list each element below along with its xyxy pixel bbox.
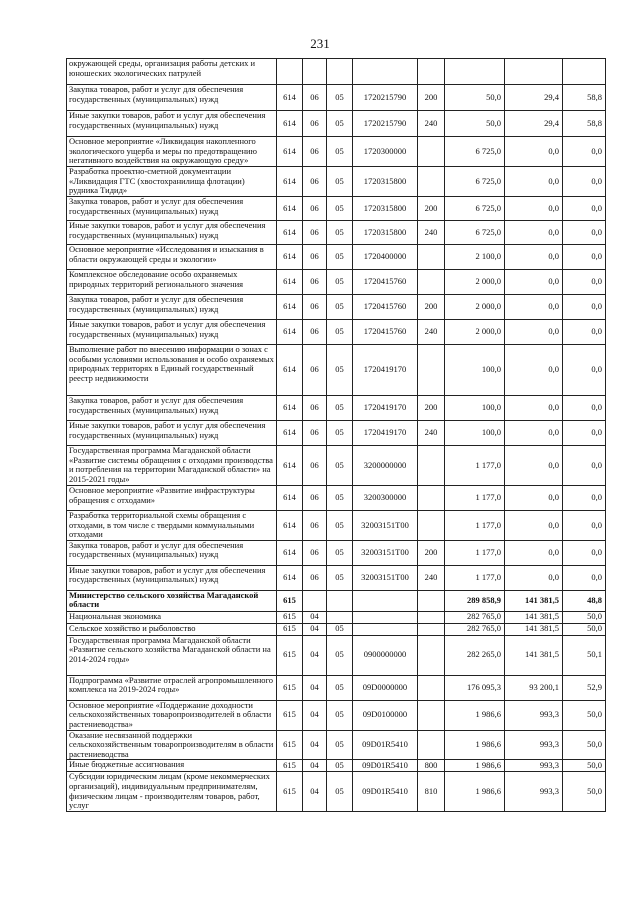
cell-ministry: 614 [277, 421, 303, 446]
cell-target [353, 590, 418, 611]
cell-amount-exec: 141 381,5 [505, 590, 563, 611]
cell-subsection: 05 [327, 540, 353, 565]
cell-subsection [327, 590, 353, 611]
cell-ministry [277, 59, 303, 85]
cell-amount-plan: 6 725,0 [445, 221, 505, 245]
cell-target [353, 59, 418, 85]
cell-expense-type [418, 730, 445, 760]
cell-percent: 0,0 [563, 320, 606, 345]
cell-amount-exec: 993,3 [505, 700, 563, 730]
cell-section: 06 [303, 295, 327, 320]
cell-section: 06 [303, 345, 327, 396]
cell-target: 1720300000 [353, 137, 418, 167]
table-row [67, 446, 606, 486]
cell-percent: 0,0 [563, 565, 606, 590]
cell-expense-type: 810 [418, 772, 445, 812]
cell-target: 09D0000000 [353, 675, 418, 700]
cell-ministry: 615 [277, 760, 303, 772]
cell-amount-plan: 1 986,6 [445, 730, 505, 760]
cell-section: 04 [303, 772, 327, 812]
cell-section: 06 [303, 197, 327, 221]
cell-target: 32003151Т00 [353, 565, 418, 590]
cell-percent: 0,0 [563, 197, 606, 221]
cell-expense-type: 200 [418, 85, 445, 111]
cell-subsection: 05 [327, 167, 353, 197]
cell-percent: 52,9 [563, 675, 606, 700]
table-row [67, 320, 606, 345]
cell-description: Закупка товаров, работ и услуг для обеспечения государственных (муниципальных) нужд [67, 197, 277, 221]
cell-description: Разработка проектно-сметной документации «Ликвидация ГТС (хвостохранилища флотации) рудника Тидид» [67, 167, 277, 197]
cell-percent: 50,0 [563, 611, 606, 623]
cell-section: 04 [303, 700, 327, 730]
cell-amount-plan: 100,0 [445, 396, 505, 421]
cell-amount-exec: 993,3 [505, 760, 563, 772]
cell-section: 04 [303, 730, 327, 760]
cell-ministry: 614 [277, 197, 303, 221]
cell-amount-plan: 1 177,0 [445, 486, 505, 511]
cell-amount-plan: 50,0 [445, 111, 505, 137]
cell-target: 1720415760 [353, 295, 418, 320]
cell-description: Оказание несвязанной поддержки сельскохозяйственным товаропроизводителям в области растениеводства [67, 730, 277, 760]
cell-expense-type [418, 611, 445, 623]
cell-percent: 50,0 [563, 623, 606, 635]
cell-subsection: 05 [327, 197, 353, 221]
cell-amount-exec: 0,0 [505, 245, 563, 270]
cell-percent: 50,0 [563, 772, 606, 812]
cell-ministry: 614 [277, 245, 303, 270]
cell-target: 1720400000 [353, 245, 418, 270]
cell-target: 1720315800 [353, 197, 418, 221]
cell-section: 06 [303, 270, 327, 295]
cell-amount-plan: 176 095,3 [445, 675, 505, 700]
cell-amount-plan: 1 986,6 [445, 700, 505, 730]
cell-ministry: 615 [277, 611, 303, 623]
cell-description: Разработка территориальной схемы обращения с отходами, в том числе с твердыми коммунальными отходами [67, 511, 277, 541]
table-row [67, 760, 606, 772]
cell-amount-plan: 282 765,0 [445, 623, 505, 635]
cell-target: 32003151Т00 [353, 511, 418, 541]
cell-description: Иные закупки товаров, работ и услуг для обеспечения государственных (муниципальных) нужд [67, 565, 277, 590]
cell-expense-type [418, 635, 445, 675]
cell-ministry: 614 [277, 85, 303, 111]
cell-percent [563, 59, 606, 85]
cell-amount-exec: 93 200,1 [505, 675, 563, 700]
cell-subsection [327, 59, 353, 85]
cell-description: Закупка товаров, работ и услуг для обеспечения государственных (муниципальных) нужд [67, 540, 277, 565]
cell-expense-type [418, 345, 445, 396]
cell-expense-type: 800 [418, 760, 445, 772]
cell-target: 1720215790 [353, 85, 418, 111]
cell-percent: 0,0 [563, 486, 606, 511]
cell-expense-type [418, 623, 445, 635]
cell-subsection: 05 [327, 623, 353, 635]
cell-description: Иные бюджетные ассигнования [67, 760, 277, 772]
cell-ministry: 614 [277, 111, 303, 137]
table-row [67, 611, 606, 623]
cell-amount-exec [505, 59, 563, 85]
cell-subsection: 05 [327, 565, 353, 590]
table-row [67, 345, 606, 396]
cell-ministry: 615 [277, 675, 303, 700]
cell-section: 06 [303, 565, 327, 590]
cell-target: 09D01R5410 [353, 772, 418, 812]
table-row [67, 245, 606, 270]
cell-percent: 0,0 [563, 396, 606, 421]
cell-amount-plan: 2 000,0 [445, 270, 505, 295]
cell-description: Иные закупки товаров, работ и услуг для обеспечения государственных (муниципальных) нужд [67, 111, 277, 137]
cell-description: Иные закупки товаров, работ и услуг для обеспечения государственных (муниципальных) нужд [67, 320, 277, 345]
cell-section: 06 [303, 511, 327, 541]
table-body [67, 59, 606, 812]
cell-amount-plan: 100,0 [445, 421, 505, 446]
cell-section [303, 59, 327, 85]
cell-description: Закупка товаров, работ и услуг для обеспечения государственных (муниципальных) нужд [67, 85, 277, 111]
cell-subsection: 05 [327, 772, 353, 812]
cell-ministry: 614 [277, 320, 303, 345]
cell-description: Закупка товаров, работ и услуг для обеспечения государственных (муниципальных) нужд [67, 396, 277, 421]
cell-amount-exec: 29,4 [505, 85, 563, 111]
cell-amount-exec: 0,0 [505, 137, 563, 167]
cell-expense-type: 200 [418, 197, 445, 221]
cell-amount-plan: 1 177,0 [445, 540, 505, 565]
cell-amount-exec: 141 381,5 [505, 623, 563, 635]
table-row [67, 197, 606, 221]
cell-percent: 50,0 [563, 730, 606, 760]
cell-section: 04 [303, 623, 327, 635]
cell-amount-exec: 0,0 [505, 446, 563, 486]
cell-amount-plan: 2 000,0 [445, 320, 505, 345]
cell-percent: 50,0 [563, 760, 606, 772]
cell-description: Подпрограмма «Развитие отраслей агропромышленного комплекса на 2019-2024 годы» [67, 675, 277, 700]
cell-amount-exec: 0,0 [505, 511, 563, 541]
cell-section: 06 [303, 245, 327, 270]
table-row [67, 295, 606, 320]
table-row [67, 221, 606, 245]
cell-description: Сельское хозяйство и рыболовство [67, 623, 277, 635]
cell-amount-plan: 282 265,0 [445, 635, 505, 675]
cell-amount-plan: 1 986,6 [445, 772, 505, 812]
cell-percent: 50,0 [563, 700, 606, 730]
cell-section: 06 [303, 137, 327, 167]
cell-amount-exec: 0,0 [505, 421, 563, 446]
cell-description: Иные закупки товаров, работ и услуг для обеспечения государственных (муниципальных) нужд [67, 221, 277, 245]
cell-description: Комплексное обследование особо охраняемых природных территорий регионального значения [67, 270, 277, 295]
cell-section: 06 [303, 421, 327, 446]
table-row [67, 675, 606, 700]
cell-amount-plan: 2 100,0 [445, 245, 505, 270]
cell-expense-type [418, 675, 445, 700]
cell-expense-type [418, 590, 445, 611]
cell-percent: 48,8 [563, 590, 606, 611]
table-row [67, 111, 606, 137]
cell-subsection: 05 [327, 345, 353, 396]
cell-target: 09D0100000 [353, 700, 418, 730]
cell-percent: 0,0 [563, 245, 606, 270]
cell-description: Государственная программа Магаданской области «Развитие сельского хозяйства Магаданской области на 2014-2024 годы» [67, 635, 277, 675]
cell-subsection: 05 [327, 446, 353, 486]
cell-target: 1720315800 [353, 221, 418, 245]
cell-section: 06 [303, 446, 327, 486]
table-row [67, 511, 606, 541]
cell-amount-plan: 282 765,0 [445, 611, 505, 623]
cell-description: Закупка товаров, работ и услуг для обеспечения государственных (муниципальных) нужд [67, 295, 277, 320]
cell-amount-plan: 1 177,0 [445, 565, 505, 590]
cell-amount-exec: 0,0 [505, 345, 563, 396]
cell-target: 3200300000 [353, 486, 418, 511]
cell-target: 1720215790 [353, 111, 418, 137]
cell-amount-exec: 0,0 [505, 270, 563, 295]
cell-percent: 0,0 [563, 137, 606, 167]
cell-section: 06 [303, 85, 327, 111]
cell-ministry: 615 [277, 700, 303, 730]
cell-description: Основное мероприятие «Развитие инфраструктуры обращения с отходами» [67, 486, 277, 511]
cell-section: 04 [303, 635, 327, 675]
cell-amount-plan: 100,0 [445, 345, 505, 396]
cell-amount-exec: 0,0 [505, 565, 563, 590]
cell-ministry: 614 [277, 446, 303, 486]
cell-amount-exec: 141 381,5 [505, 611, 563, 623]
cell-percent: 0,0 [563, 295, 606, 320]
cell-expense-type: 200 [418, 540, 445, 565]
table-row [67, 623, 606, 635]
cell-subsection: 05 [327, 245, 353, 270]
cell-amount-plan: 1 177,0 [445, 511, 505, 541]
cell-subsection: 05 [327, 700, 353, 730]
cell-percent: 50,1 [563, 635, 606, 675]
cell-ministry: 614 [277, 486, 303, 511]
cell-expense-type: 240 [418, 111, 445, 137]
cell-subsection: 05 [327, 295, 353, 320]
cell-amount-exec: 0,0 [505, 486, 563, 511]
cell-target: 1720315800 [353, 167, 418, 197]
table-row [67, 590, 606, 611]
cell-expense-type: 200 [418, 396, 445, 421]
cell-description: Министерство сельского хозяйства Магаданской области [67, 590, 277, 611]
cell-target: 1720415760 [353, 270, 418, 295]
cell-section: 06 [303, 221, 327, 245]
cell-amount-plan: 1 986,6 [445, 760, 505, 772]
cell-description: Основное мероприятие «Поддержание доходности сельскохозяйственных товаропроизводителей в области растениеводства» [67, 700, 277, 730]
cell-ministry: 614 [277, 270, 303, 295]
cell-expense-type [418, 270, 445, 295]
cell-amount-plan: 6 725,0 [445, 197, 505, 221]
cell-section: 06 [303, 396, 327, 421]
cell-expense-type [418, 511, 445, 541]
cell-target: 09D01R5410 [353, 760, 418, 772]
table-row [67, 137, 606, 167]
cell-ministry: 614 [277, 511, 303, 541]
cell-ministry: 614 [277, 345, 303, 396]
cell-amount-plan: 1 177,0 [445, 446, 505, 486]
cell-section: 06 [303, 486, 327, 511]
cell-target [353, 611, 418, 623]
cell-percent: 0,0 [563, 270, 606, 295]
cell-amount-plan: 6 725,0 [445, 137, 505, 167]
cell-ministry: 615 [277, 635, 303, 675]
cell-target: 1720419170 [353, 345, 418, 396]
cell-target: 1720419170 [353, 396, 418, 421]
cell-target: 1720419170 [353, 421, 418, 446]
cell-amount-plan: 50,0 [445, 85, 505, 111]
cell-percent: 0,0 [563, 446, 606, 486]
table-row [67, 421, 606, 446]
cell-amount-exec: 993,3 [505, 730, 563, 760]
cell-target: 3200000000 [353, 446, 418, 486]
cell-amount-plan: 6 725,0 [445, 167, 505, 197]
cell-ministry: 614 [277, 167, 303, 197]
cell-percent: 0,0 [563, 511, 606, 541]
cell-percent: 0,0 [563, 167, 606, 197]
cell-amount-exec: 0,0 [505, 320, 563, 345]
cell-ministry: 614 [277, 221, 303, 245]
table-row [67, 772, 606, 812]
cell-amount-exec: 0,0 [505, 167, 563, 197]
cell-subsection [327, 611, 353, 623]
cell-description: окружающей среды, организация работы детских и юношеских экологических патрулей [67, 59, 277, 85]
table-row [67, 540, 606, 565]
cell-percent: 58,8 [563, 85, 606, 111]
cell-target: 0900000000 [353, 635, 418, 675]
cell-ministry: 614 [277, 137, 303, 167]
cell-expense-type: 200 [418, 295, 445, 320]
cell-section: 04 [303, 611, 327, 623]
cell-section: 06 [303, 111, 327, 137]
cell-subsection: 05 [327, 760, 353, 772]
cell-subsection: 05 [327, 396, 353, 421]
cell-amount-exec: 0,0 [505, 540, 563, 565]
cell-ministry: 615 [277, 772, 303, 812]
cell-percent: 58,8 [563, 111, 606, 137]
cell-expense-type [418, 245, 445, 270]
table-row [67, 59, 606, 85]
cell-section: 06 [303, 540, 327, 565]
cell-section: 06 [303, 320, 327, 345]
cell-ministry: 614 [277, 540, 303, 565]
cell-subsection: 05 [327, 635, 353, 675]
cell-subsection: 05 [327, 85, 353, 111]
cell-target: 09D01R5410 [353, 730, 418, 760]
cell-subsection: 05 [327, 511, 353, 541]
cell-amount-exec: 0,0 [505, 295, 563, 320]
table-row [67, 486, 606, 511]
cell-subsection: 05 [327, 111, 353, 137]
cell-target: 32003151Т00 [353, 540, 418, 565]
cell-amount-plan: 289 858,9 [445, 590, 505, 611]
page-number: 231 [310, 36, 330, 51]
cell-subsection: 05 [327, 270, 353, 295]
cell-target: 1720415760 [353, 320, 418, 345]
cell-target [353, 623, 418, 635]
cell-expense-type [418, 700, 445, 730]
cell-description: Национальная экономика [67, 611, 277, 623]
budget-table [66, 58, 606, 812]
cell-section [303, 590, 327, 611]
cell-ministry: 615 [277, 730, 303, 760]
cell-expense-type [418, 137, 445, 167]
cell-description: Основное мероприятие «Исследования и изыскания в области окружающей среды и экологии» [67, 245, 277, 270]
table-row [67, 167, 606, 197]
cell-subsection: 05 [327, 730, 353, 760]
cell-expense-type [418, 486, 445, 511]
cell-percent: 0,0 [563, 221, 606, 245]
cell-section: 04 [303, 760, 327, 772]
cell-subsection: 05 [327, 486, 353, 511]
cell-ministry: 614 [277, 565, 303, 590]
cell-expense-type [418, 167, 445, 197]
table-row [67, 730, 606, 760]
table-row [67, 85, 606, 111]
cell-description: Субсидии юридическим лицам (кроме некоммерческих организаций), индивидуальным предпринимателям, физическим лицам - производителям товаров, работ, услуг [67, 772, 277, 812]
table-row [67, 396, 606, 421]
cell-expense-type: 240 [418, 320, 445, 345]
cell-amount-exec: 0,0 [505, 221, 563, 245]
cell-subsection: 05 [327, 320, 353, 345]
cell-section: 06 [303, 167, 327, 197]
cell-description: Иные закупки товаров, работ и услуг для обеспечения государственных (муниципальных) нужд [67, 421, 277, 446]
cell-ministry: 614 [277, 295, 303, 320]
cell-amount-exec: 141 381,5 [505, 635, 563, 675]
cell-expense-type [418, 446, 445, 486]
cell-subsection: 05 [327, 421, 353, 446]
cell-percent: 0,0 [563, 540, 606, 565]
cell-ministry: 614 [277, 396, 303, 421]
cell-expense-type: 240 [418, 221, 445, 245]
cell-ministry: 615 [277, 590, 303, 611]
cell-amount-plan [445, 59, 505, 85]
cell-subsection: 05 [327, 137, 353, 167]
cell-amount-exec: 993,3 [505, 772, 563, 812]
cell-amount-exec: 0,0 [505, 197, 563, 221]
cell-ministry: 615 [277, 623, 303, 635]
cell-description: Выполнение работ по внесению информации о зонах с особыми условиями использования и особо охраняемых природных территорях в Единый государственный реестр недвижимости [67, 345, 277, 396]
table-row [67, 700, 606, 730]
cell-amount-exec: 29,4 [505, 111, 563, 137]
cell-percent: 0,0 [563, 345, 606, 396]
cell-amount-exec: 0,0 [505, 396, 563, 421]
cell-percent: 0,0 [563, 421, 606, 446]
cell-expense-type: 240 [418, 421, 445, 446]
table-row [67, 270, 606, 295]
cell-amount-plan: 2 000,0 [445, 295, 505, 320]
cell-section: 04 [303, 675, 327, 700]
cell-subsection: 05 [327, 221, 353, 245]
cell-expense-type: 240 [418, 565, 445, 590]
cell-description: Основное мероприятие «Ликвидация накопленного экологического ущерба и меры по предотвращению негативного воздействия на окружающую среду» [67, 137, 277, 167]
table-row [67, 565, 606, 590]
cell-expense-type [418, 59, 445, 85]
cell-description: Государственная программа Магаданской области «Развитие системы обращения с отходами производства и потребления на территории Магаданской области» на 2015-2021 годы» [67, 446, 277, 486]
cell-subsection: 05 [327, 675, 353, 700]
table-row [67, 635, 606, 675]
